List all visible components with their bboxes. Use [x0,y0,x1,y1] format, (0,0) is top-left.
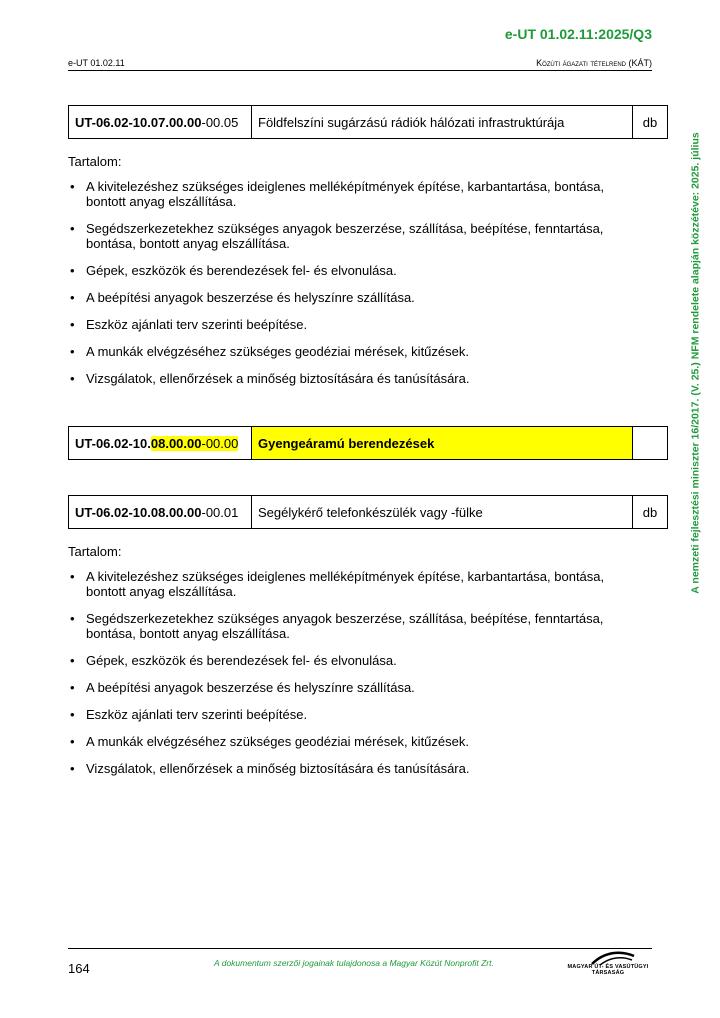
item-unit [633,427,668,460]
header-left-ref: e-UT 01.02.11 [68,58,125,68]
list-item: • A kivitelezéshez szükséges ideiglenes melléképítmények építése, karbantartása, bontása, bontott anyag elszállítása. [68,179,628,209]
list-item: • A kivitelezéshez szükséges ideiglenes melléképítmények építése, karbantartása, bontása, bontott anyag elszállítása. [68,569,628,599]
item-table [68,105,668,139]
item-row [69,496,668,529]
header-right-title: Közúti ágazati tételrend (KÁT) [536,58,652,68]
item-description: Segélykérő telefonkészülék vagy -fülke [252,496,633,529]
list-item: • Segédszerkezetekhez szükséges anyagok beszerzése, szállítása, beépítése, fenntartása, bontása, bontott anyag elszállítása. [68,221,628,251]
list-item: • Eszköz ajánlati terv szerinti beépítése. [68,707,628,722]
list-item: • Gépek, eszközök és berendezések fel- és elvonulása. [68,263,628,278]
item-code: UT-06.02-10.07.00.00-00.05 [69,106,252,139]
running-header [68,58,652,71]
item-unit: db [633,106,668,139]
item-description: Gyengeáramú berendezések [252,427,633,460]
company-logo: MAGYAR ÚT- ÉS VASÚTÜGYI TÁRSASÁG [562,950,654,976]
list-item: • Vizsgálatok, ellenőrzések a minőség biztosítására és tanúsítására. [68,761,628,776]
contents-label: Tartalom: [68,154,122,169]
contents-section [68,154,628,398]
list-item: • A beépítési anyagok beszerzése és helyszínre szállítása. [68,290,628,305]
document-code: e-UT 01.02.11:2025/Q3 [504,26,652,42]
contents-section [68,544,628,788]
list-item: • Eszköz ajánlati terv szerinti beépítése. [68,317,628,332]
contents-list [68,179,628,386]
copyright-notice: A dokumentum szerzői jogainak tulajdonosa a Magyar Közút Nonprofit Zrt. [214,958,494,968]
list-item: • Segédszerkezetekhez szükséges anyagok beszerzése, szállítása, beépítése, fenntartása, bontása, bontott anyag elszállítása. [68,611,628,641]
list-item: • A munkák elvégzéséhez szükséges geodéziai mérések, kitűzések. [68,734,628,749]
list-item: • A munkák elvégzéséhez szükséges geodéziai mérések, kitűzések. [68,344,628,359]
item-row [69,106,668,139]
list-item: • A beépítési anyagok beszerzése és helyszínre szállítása. [68,680,628,695]
item-code: UT-06.02-10.08.00.00-00.01 [69,496,252,529]
list-item: • Vizsgálatok, ellenőrzések a minőség biztosítására és tanúsítására. [68,371,628,386]
item-table [68,495,668,529]
item-table [68,426,668,460]
contents-label: Tartalom: [68,544,122,559]
list-item: • Gépek, eszközök és berendezések fel- és elvonulása. [68,653,628,668]
item-row [69,427,668,460]
page-number: 164 [68,961,90,976]
side-publication-note: A nemzeti fejlesztési miniszter 16/2017. (V. 25.) NFM rendelete alapján közzétéve: 2025. július [690,131,703,594]
footer-divider [68,948,652,949]
item-description: Földfelszíni sugárzású rádiók hálózati infrastruktúrája [252,106,633,139]
contents-list [68,569,628,776]
item-code: UT-06.02-10.08.00.00-00.00 [69,427,252,460]
item-unit: db [633,496,668,529]
